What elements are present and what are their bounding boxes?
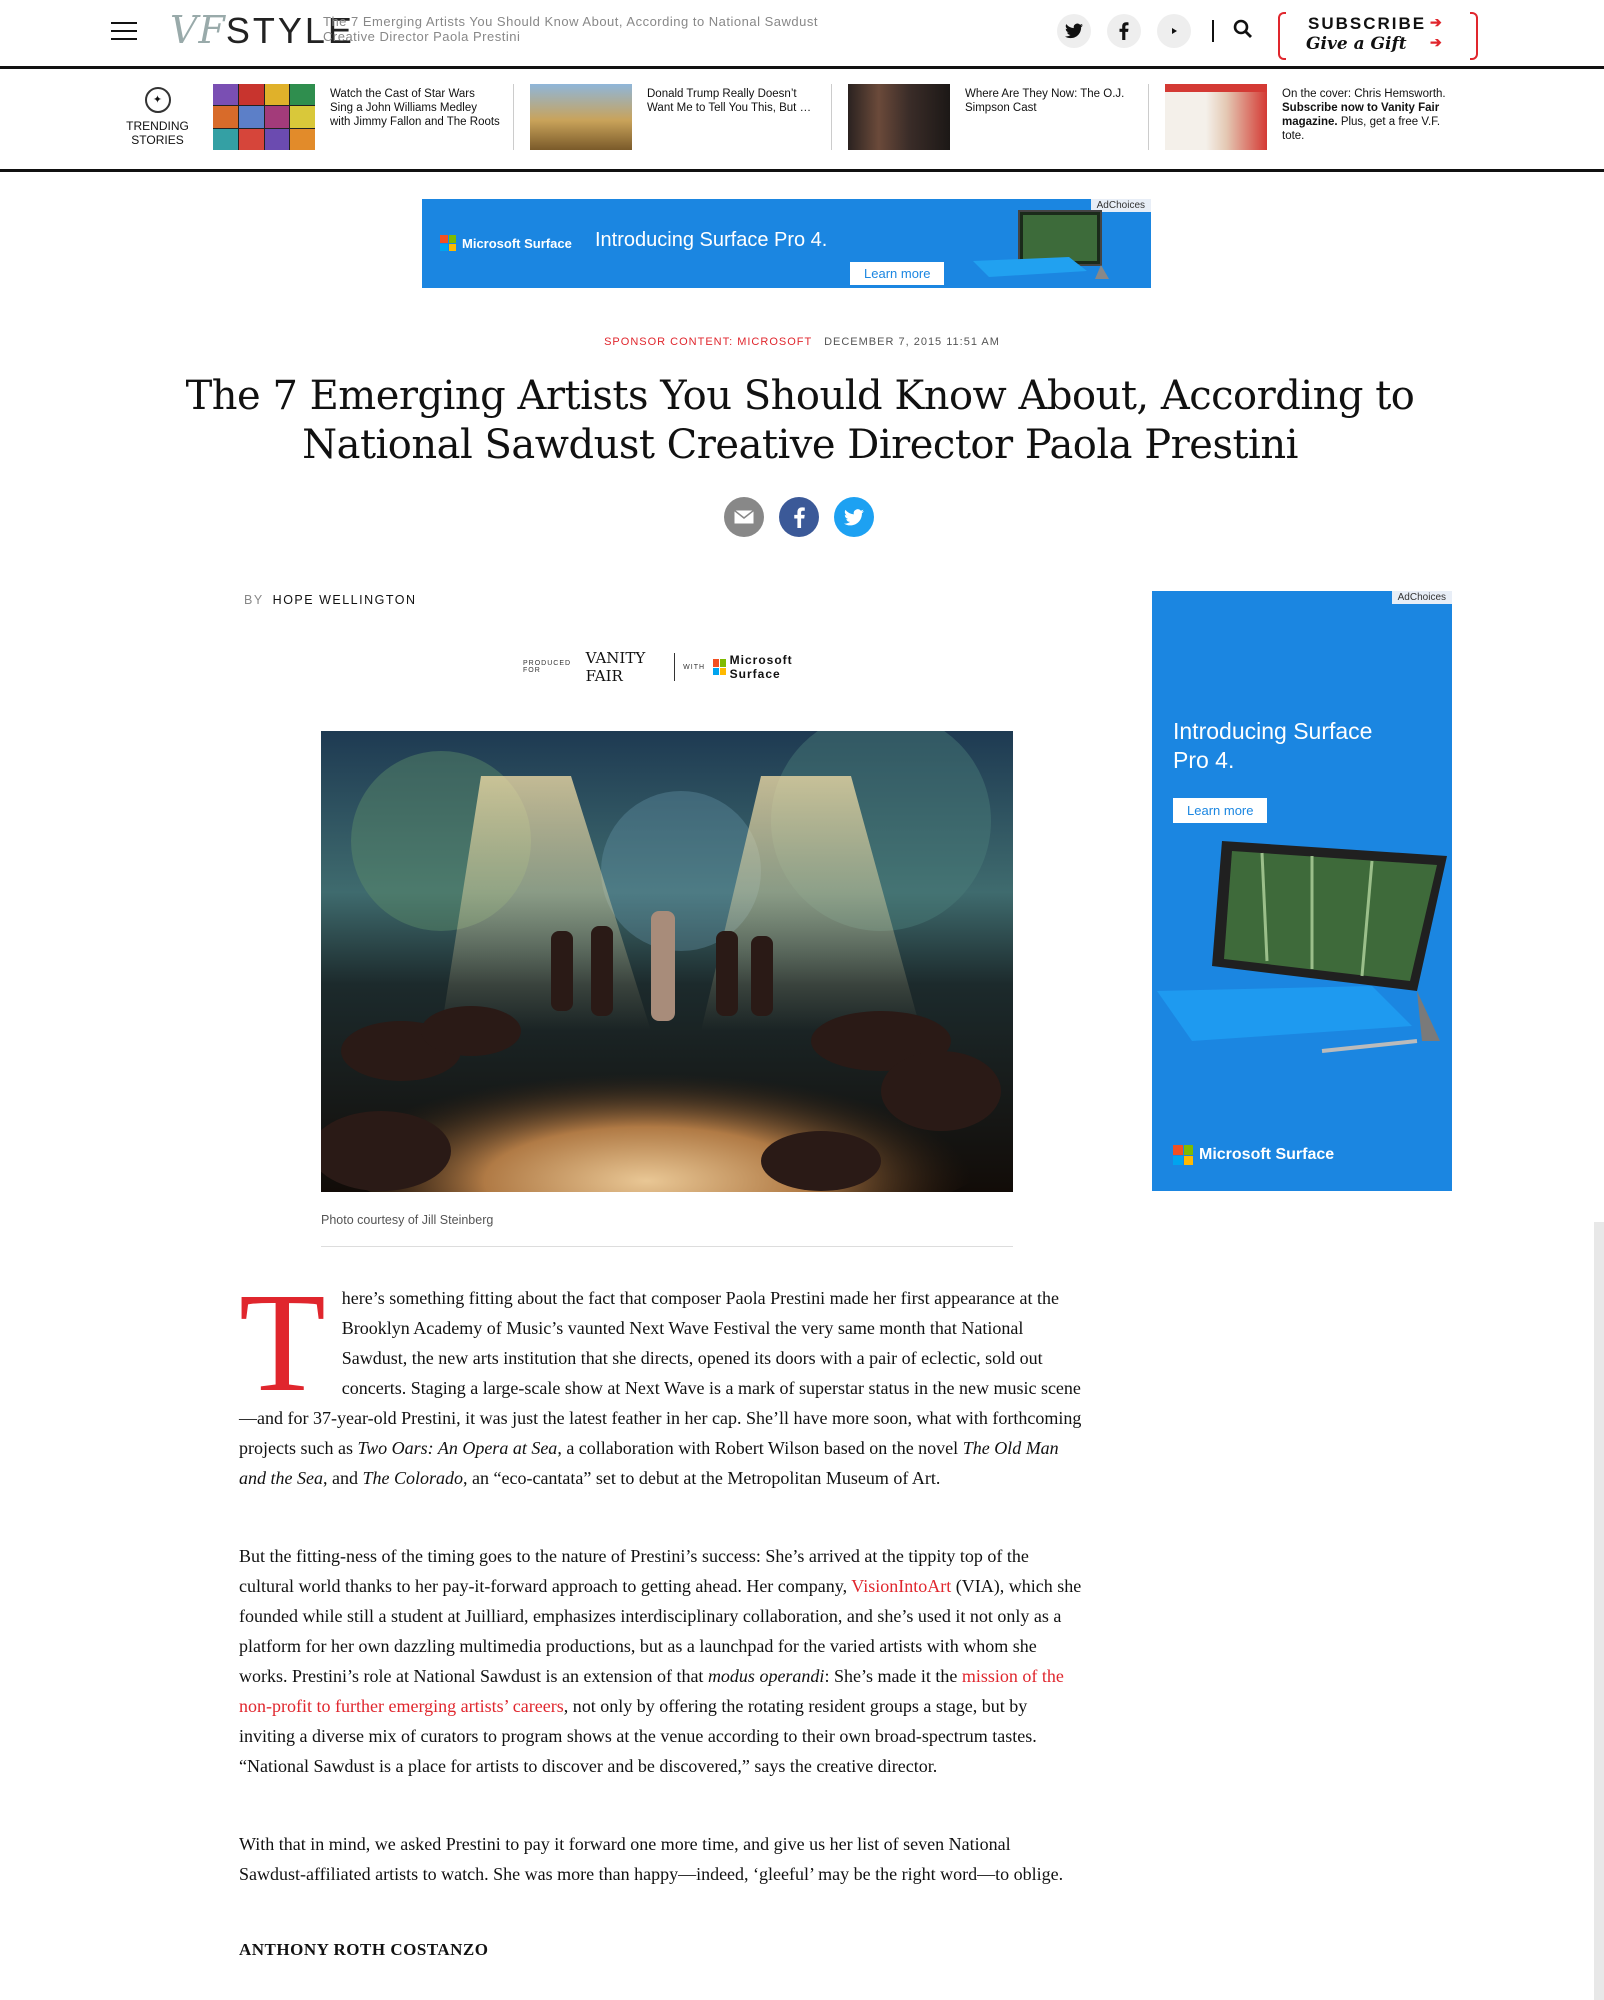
paragraph-text: , an “eco-cantata” set to debut at the Metropolitan Museum of Art.	[463, 1468, 941, 1488]
trending-label-line1: TRENDING	[126, 119, 189, 133]
trending-thumbnail	[848, 84, 950, 150]
adchoices-label[interactable]: AdChoices	[1091, 199, 1151, 212]
arrow-right-icon: ➔	[1430, 14, 1442, 30]
trending-item-text: Donald Trump Really Doesn’t Want Me to Tell You This, But …	[647, 88, 812, 114]
partner-name: Microsoft Surface	[729, 653, 793, 681]
ad-headline: Introducing Surface Pro 4.	[595, 229, 828, 251]
microsoft-logo-icon	[440, 235, 456, 251]
share-email-button[interactable]	[724, 497, 764, 537]
give-gift-label: Give a Gift	[1306, 34, 1407, 54]
hero-photo	[321, 731, 1013, 1192]
produced-for-label: PRODUCED FOR	[523, 660, 572, 674]
italic-title: The Old Man and the Sea	[239, 1438, 1059, 1488]
microsoft-logo-icon	[713, 659, 726, 675]
trending-thumbnail	[530, 84, 632, 150]
trending-label-line2: STORIES	[131, 133, 184, 147]
tote-text: Plus, get a free V.F. tote.	[1282, 116, 1441, 142]
paragraph-text: (VIA), which she founded while still a student at Juilliard, emphasizes interdisciplinary collaboration, and she’s used it not only as a platform for her own dazzling multimedia productions, but as a launchpad for the varied artists with whom she works. Prestini’s role at National Sawdust is an extension of that	[239, 1576, 1082, 1686]
share-facebook-button[interactable]	[779, 497, 819, 537]
article-title: The 7 Emerging Artists You Should Know About, According to National Sawdust Creative Director Paola Prestini	[185, 373, 1415, 468]
trending-divider	[1148, 84, 1149, 150]
page-scrollbar[interactable]	[1594, 1222, 1604, 2000]
logo-vf: VF	[170, 8, 226, 52]
article-date: DECEMBER 7, 2015 11:51 AM	[824, 336, 1000, 348]
header-article-title: The 7 Emerging Artists You Should Know About, According to National Sawdust Creative Director Paola Prestini	[323, 14, 818, 44]
caption-divider	[321, 1246, 1013, 1247]
trending-item-text	[1282, 87, 1452, 143]
byline-prefix: BY	[244, 593, 264, 607]
paragraph-text: , not only by offering the rotating resident groups a stage, but by inviting a diverse mix of curators to program shows at the venue according to their own broad-spectrum tastes. “National Sawdust is a place for artists to discover and be discovered,” says the creative director.	[239, 1696, 1037, 1776]
header-divider	[1212, 20, 1214, 42]
twitter-icon	[844, 509, 864, 526]
trending-stories-bar	[0, 69, 1604, 172]
trending-label	[120, 87, 195, 147]
article-kicker	[0, 336, 1604, 348]
subscribe-button[interactable]	[1278, 12, 1478, 56]
search-icon[interactable]	[1233, 19, 1255, 41]
paragraph-text: here’s something fitting about the fact that composer Paola Prestini made her first appearance at the Brooklyn Academy of Music’s vaunted Next Wave Festival the very same month that National Sawdust, the new arts institution that she directs, opened its doors with a pair of eclectic, sold out concerts. Staging a large-scale show at Next Wave is a mark of superstar status in the new music scene—and for 37-year-old Prestini, it was just the latest feather in her cap. She’ll have more soon, what with forthcoming projects such as	[239, 1288, 1082, 1458]
side-ad[interactable]	[1152, 591, 1452, 1191]
trending-item[interactable]	[213, 84, 513, 152]
ad-brand: Microsoft Surface	[462, 235, 572, 251]
trending-thumbnail	[213, 84, 315, 150]
menu-icon[interactable]	[111, 22, 137, 42]
surface-device-icon	[969, 207, 1109, 283]
microsoft-surface-logo	[713, 653, 823, 681]
italic-title: Two Oars: An Opera at Sea	[357, 1438, 558, 1458]
trending-item[interactable]	[848, 84, 1148, 152]
ad-banner[interactable]	[422, 199, 1151, 288]
article-paragraph	[239, 1263, 1082, 1493]
paragraph-text: : She’s made it the	[824, 1666, 962, 1686]
section-heading: ANTHONY ROTH COSTANZO	[239, 1940, 489, 1959]
photo-caption: Photo courtesy of Jill Steinberg	[321, 1213, 494, 1227]
trending-badge-icon: ✦	[145, 87, 171, 113]
italic-phrase: modus operandi	[707, 1666, 825, 1686]
subscribe-cta-text: Subscribe now to Vanity Fair magazine.	[1282, 102, 1440, 128]
logo-style: STYLE	[225, 10, 355, 51]
adchoices-label[interactable]: AdChoices	[1392, 591, 1452, 604]
article-category[interactable]: SPONSOR CONTENT: MICROSOFT	[604, 336, 813, 348]
italic-title: The Colorado	[362, 1468, 463, 1488]
lockup-divider	[674, 653, 675, 681]
arrow-right-icon: ➔	[1430, 34, 1442, 50]
share-twitter-button[interactable]	[834, 497, 874, 537]
learn-more-button[interactable]: Learn more	[850, 262, 944, 285]
trending-divider	[831, 84, 832, 150]
trending-item-text: Watch the Cast of Star Wars Sing a John Williams Medley with Jimmy Fallon and The Roots	[330, 88, 500, 128]
subscribe-label: SUBSCRIBE	[1308, 14, 1427, 33]
learn-more-button[interactable]: Learn more	[1173, 798, 1267, 823]
cover-text: On the cover: Chris Hemsworth.	[1282, 88, 1446, 100]
with-label: WITH	[683, 663, 706, 671]
paragraph-text: , a collaboration with Robert Wilson based on the novel	[557, 1438, 963, 1458]
trending-divider	[513, 84, 514, 150]
drop-cap: T	[239, 1263, 326, 1421]
byline	[244, 593, 417, 607]
trending-item[interactable]	[530, 84, 830, 152]
vanity-fair-wordmark: VANITY FAIR	[585, 649, 646, 685]
paragraph-text: But the fitting-ness of the timing goes to the nature of Prestini’s success: She’s arrived at the tippity top of the cultural world thanks to her pay-it-forward approach to getting ahead. Her company,	[239, 1546, 1029, 1596]
visionintoart-link[interactable]: VisionIntoArt	[851, 1576, 952, 1596]
microsoft-surface-logo	[1173, 1145, 1334, 1165]
facebook-icon[interactable]	[1107, 14, 1141, 48]
trending-item-text: Where Are They Now: The O.J. Simpson Cast	[965, 88, 1125, 114]
microsoft-surface-logo	[440, 235, 572, 251]
twitter-icon[interactable]	[1057, 14, 1091, 48]
youtube-icon[interactable]	[1157, 14, 1191, 48]
side-ad-headline: Introducing Surface Pro 4.	[1173, 718, 1373, 773]
mission-link[interactable]: mission of the non-profit to further emerging artists’ careers	[239, 1666, 1064, 1716]
author-name[interactable]: HOPE WELLINGTON	[272, 593, 417, 607]
article-paragraph: With that in mind, we asked Prestini to pay it forward one more time, and give us her list of seven National Sawdust-affiliated artists to watch. She was more than happy—indeed, ‘gleeful’ may be the right word—to oblige.	[239, 1834, 1064, 1884]
side-ad-brand: Microsoft Surface	[1199, 1146, 1335, 1163]
article-paragraph	[239, 1541, 1082, 1781]
facebook-icon	[794, 507, 805, 528]
email-icon	[734, 510, 754, 524]
surface-device-icon	[1152, 841, 1452, 1071]
magazine-cover-thumbnail	[1165, 84, 1267, 150]
sponsor-lockup	[523, 649, 823, 685]
paragraph-text: , and	[322, 1468, 363, 1488]
trending-item-subscribe[interactable]	[1165, 84, 1465, 152]
microsoft-logo-icon	[1173, 1145, 1193, 1165]
